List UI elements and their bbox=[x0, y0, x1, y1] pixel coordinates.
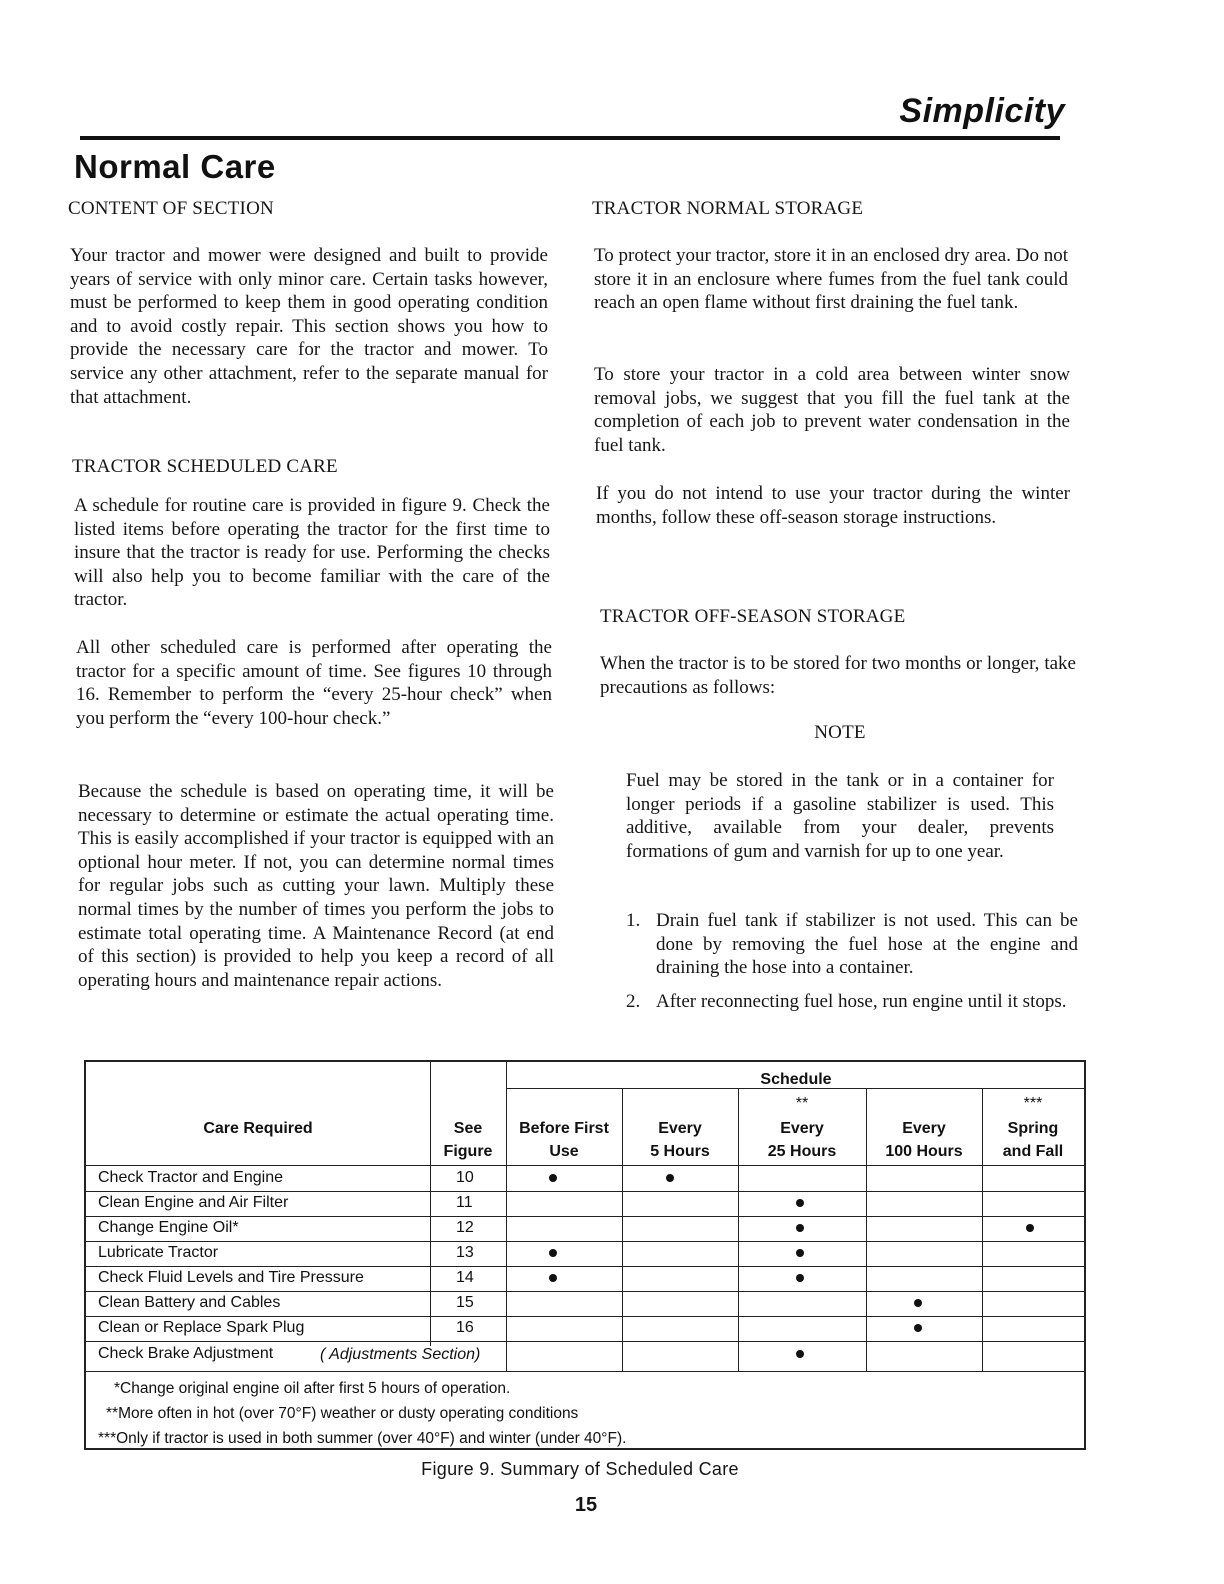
schedule-check-dot bbox=[549, 1174, 557, 1182]
column-header-mark: ** bbox=[795, 1095, 809, 1112]
header-rule bbox=[80, 136, 1060, 140]
grid-line bbox=[506, 1088, 1086, 1089]
see-figure-header: See bbox=[453, 1120, 483, 1137]
normal-storage-paragraph-2: To store your tractor in a cold area between winter snow removal jobs, we suggest that you fill the fuel tank at the completion of each job to prevent water condensation in the fuel tank. bbox=[594, 364, 1070, 456]
page-number: 15 bbox=[574, 1494, 598, 1516]
content-paragraph: Your tractor and mower were designed and built to provide years of service with only minor care. Certain tasks however, must be performed to keep them in good operating condition and to avoid costly repair. This section shows you how to provide the necessary care for the tractor and mower. To service any other attachment, refer to the separate manual for that attachment. bbox=[70, 245, 548, 408]
schedule-check-dot bbox=[796, 1274, 804, 1282]
section-title: Normal Care bbox=[74, 148, 276, 185]
normal-storage-paragraph-3: If you do not intend to use your tractor during the winter months, follow these off-season storage instructions. bbox=[596, 483, 1070, 528]
column-header-spring-fall: Spring bbox=[1007, 1120, 1059, 1137]
schedule-check-dot bbox=[796, 1249, 804, 1257]
care-item: Check Fluid Levels and Tire Pressure bbox=[98, 1269, 364, 1286]
care-item: Check Tractor and Engine bbox=[98, 1169, 283, 1186]
figure-ref: 16 bbox=[456, 1319, 474, 1336]
grid-line bbox=[506, 1062, 507, 1371]
step-text: Drain fuel tank if stabilizer is not used. This can be done by removing the fuel hose at the engine and draining the hose into a container. bbox=[656, 910, 1078, 979]
grid-line bbox=[86, 1191, 1086, 1192]
scheduled-care-paragraph-3: Because the schedule is based on operating time, it will be necessary to determine or estimate the actual operating time. This is easily accomplished if your tractor is equipped with an optional hour meter. If not, you can determine normal times for regular jobs such as cutting your lawn. Multiply these normal times by the number of times you perform the jobs to estimate total operating time. A Maintenance Record (at end of this section) is provided to help you keep a record of all operating hours and maintenance repair actions. bbox=[78, 781, 554, 991]
figure-ref: 14 bbox=[456, 1269, 474, 1286]
step-number: 2. bbox=[626, 991, 641, 1012]
note-text: Fuel may be stored in the tank or in a container for longer periods if a gasoline stabilizer is used. This additive, available from your dealer, prevents formations of gum and varnish for up to one year. bbox=[626, 770, 1054, 862]
figure-ref: 13 bbox=[456, 1244, 474, 1261]
brand-logo: Simplicity bbox=[899, 92, 1065, 130]
column-header-every-100-hours: Every bbox=[902, 1120, 946, 1137]
grid-line bbox=[982, 1088, 983, 1371]
column-header-spring-fall: and Fall bbox=[1002, 1143, 1064, 1160]
scheduled-care-paragraph-2: All other scheduled care is performed after operating the tractor for a specific amount of time. See figures 10 through 16. Remember to perform the “every 25-hour check” when you perform the “every 100-hour check.” bbox=[76, 637, 552, 729]
schedule-check-dot bbox=[666, 1174, 674, 1182]
figure-ref: 15 bbox=[456, 1294, 474, 1311]
scheduled-care-paragraph-1: A schedule for routine care is provided in figure 9. Check the listed items before operating the tractor for the first time to insure that the tractor is ready for use. Performing the checks will also help you to become familiar with the care of the tractor. bbox=[74, 495, 550, 611]
grid-line bbox=[622, 1088, 623, 1371]
column-header-every-25-hours: Every bbox=[780, 1120, 824, 1137]
schedule-check-dot bbox=[549, 1274, 557, 1282]
column-header-every-25-hours: 25 Hours bbox=[767, 1143, 837, 1160]
grid-line bbox=[866, 1088, 867, 1371]
footnote: ***Only if tractor is used in both summer (over 40°F) and winter (under 40°F). bbox=[98, 1430, 627, 1447]
care-required-header: Care Required bbox=[203, 1120, 313, 1137]
care-item: Clean Battery and Cables bbox=[98, 1294, 281, 1311]
figure-caption: Figure 9. Summary of Scheduled Care bbox=[421, 1459, 739, 1479]
schedule-check-dot bbox=[796, 1224, 804, 1232]
scheduled-care-table bbox=[84, 1060, 1086, 1450]
grid-line bbox=[86, 1341, 1086, 1342]
schedule-check-dot bbox=[796, 1199, 804, 1207]
grid-line bbox=[738, 1088, 739, 1371]
see-figure-header: Figure bbox=[443, 1143, 493, 1160]
schedule-check-dot bbox=[914, 1324, 922, 1332]
figure-ref: 11 bbox=[456, 1194, 473, 1211]
note-heading: NOTE bbox=[814, 722, 866, 743]
scheduled-care-heading: TRACTOR SCHEDULED CARE bbox=[72, 456, 338, 477]
care-item: Change Engine Oil* bbox=[98, 1219, 239, 1236]
normal-storage-paragraph-1: To protect your tractor, store it in an enclosed dry area. Do not store it in an enclosure where fumes from the fuel tank could reach an open flame without first draining the fuel tank. bbox=[594, 245, 1068, 314]
care-item: Clean or Replace Spark Plug bbox=[98, 1319, 305, 1336]
care-item: Check Brake Adjustment bbox=[98, 1345, 274, 1362]
grid-line bbox=[86, 1165, 1086, 1166]
normal-storage-heading: TRACTOR NORMAL STORAGE bbox=[592, 198, 864, 219]
care-item: Lubricate Tractor bbox=[98, 1244, 219, 1261]
grid-line bbox=[86, 1266, 1086, 1267]
grid-line bbox=[86, 1291, 1086, 1292]
grid-line bbox=[86, 1216, 1086, 1217]
column-header-before-first-use: Use bbox=[549, 1143, 579, 1160]
figure-ref: 10 bbox=[456, 1169, 474, 1186]
step-text: After reconnecting fuel hose, run engine until it stops. bbox=[656, 991, 1067, 1012]
grid-line bbox=[430, 1062, 431, 1346]
footnote: *Change original engine oil after first 5 hours of operation. bbox=[114, 1380, 511, 1397]
figure-ref: 12 bbox=[456, 1219, 474, 1236]
footnote: **More often in hot (over 70°F) weather or dusty operating conditions bbox=[106, 1405, 579, 1422]
grid-line bbox=[86, 1371, 1086, 1372]
care-item: Clean Engine and Air Filter bbox=[98, 1194, 289, 1211]
column-header-before-first-use: Before First bbox=[519, 1120, 609, 1137]
offseason-storage-heading: TRACTOR OFF-SEASON STORAGE bbox=[600, 606, 906, 627]
step-number: 1. bbox=[626, 910, 641, 931]
column-header-every-5-hours: 5 Hours bbox=[650, 1143, 710, 1160]
schedule-check-dot bbox=[914, 1299, 922, 1307]
schedule-check-dot bbox=[549, 1249, 557, 1257]
offseason-paragraph: When the tractor is to be stored for two months or longer, take precautions as follows: bbox=[600, 653, 1076, 698]
column-header-mark: *** bbox=[1023, 1095, 1043, 1112]
column-header-every-100-hours: 100 Hours bbox=[885, 1143, 963, 1160]
column-header-every-5-hours: Every bbox=[658, 1120, 702, 1137]
content-heading: CONTENT OF SECTION bbox=[68, 198, 274, 219]
figure-ref-note: ( Adjustments Section) bbox=[320, 1346, 481, 1363]
grid-line bbox=[86, 1241, 1086, 1242]
grid-line bbox=[86, 1316, 1086, 1317]
schedule-label: Schedule bbox=[760, 1071, 832, 1088]
schedule-check-dot bbox=[796, 1350, 804, 1358]
schedule-check-dot bbox=[1026, 1224, 1034, 1232]
